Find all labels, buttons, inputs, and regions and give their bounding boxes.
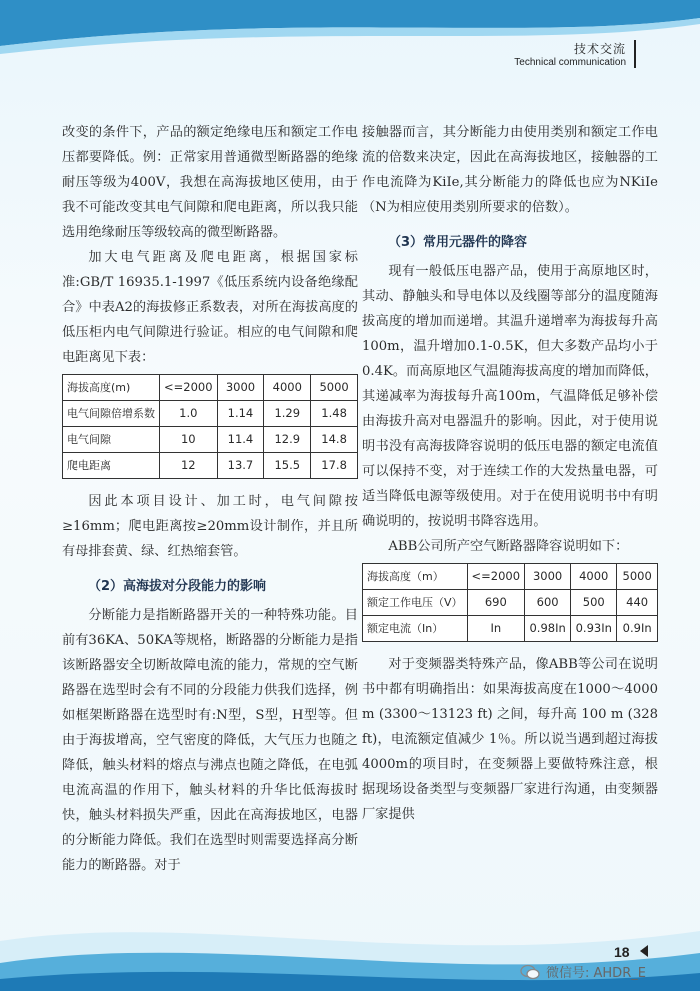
table-cell: 10 bbox=[160, 427, 218, 453]
table-row bbox=[363, 590, 658, 616]
table-cell: <=2000 bbox=[467, 564, 525, 590]
table-cell: 海拔高度(m) bbox=[63, 375, 160, 401]
table-cell: 1.0 bbox=[160, 401, 218, 427]
table-header-row bbox=[363, 564, 658, 590]
table-cell: 海拔高度（m） bbox=[363, 564, 468, 590]
table-cell: 600 bbox=[525, 590, 571, 616]
table-cell: 690 bbox=[467, 590, 525, 616]
page-arrow-icon bbox=[640, 945, 648, 957]
table-cell: 1.14 bbox=[217, 401, 264, 427]
page-number: 18 bbox=[614, 944, 630, 960]
right-column bbox=[362, 120, 658, 827]
paragraph: 因此本项目设计、加工时，电气间隙按≥16mm；爬电距离按≥20mm设计制作，并且所有母排套黄、绿、红热缩套管。 bbox=[62, 494, 358, 559]
table-row bbox=[63, 427, 358, 453]
table-cell: 电气间隙 bbox=[63, 427, 160, 453]
table-cell: In bbox=[467, 616, 525, 642]
section-heading: （2）高海拔对分段能力的影响 bbox=[88, 579, 267, 594]
table-cell: 0.98In bbox=[525, 616, 571, 642]
left-column bbox=[62, 120, 358, 878]
section-header bbox=[514, 40, 636, 68]
table-cell: 0.9In bbox=[617, 616, 658, 642]
table-cell: 4000 bbox=[571, 564, 617, 590]
table-cell: 5000 bbox=[617, 564, 658, 590]
paragraph: 分断能力是指断路器开关的一种特殊功能。目前有36KA、50KA等规格，断路器的分断能力是指该断路器安全切断故障电流的能力，常规的空气断路器在选型时会有不同的分段能力供我们选择，例如框架断路器在选型时有:N型，S型，H型等。但由于海拔增高，空气密度的降低，大气压力也随之降低，触头材料的熔点与沸点也随之降低，在电弧电流高温的作用下，触头材料的升华比低海拔时快，触头材料损失严重，因此在高海拔地区，电器的分断能力降低。我们在选型时则需要选择高分断能力的断路器。对于 bbox=[62, 608, 358, 873]
table-row bbox=[63, 401, 358, 427]
table-cell: 14.8 bbox=[311, 427, 358, 453]
table-row bbox=[363, 616, 658, 642]
table-cell: 额定电流（In） bbox=[363, 616, 468, 642]
table-cell: 11.4 bbox=[217, 427, 264, 453]
table-cell: 12.9 bbox=[264, 427, 311, 453]
wechat-id: 微信号: AHDR_E bbox=[546, 966, 646, 981]
table-cell: 17.8 bbox=[311, 453, 358, 479]
table-cell: 爬电距离 bbox=[63, 453, 160, 479]
table-cell: 电气间隙倍增系数 bbox=[63, 401, 160, 427]
wechat-icon bbox=[520, 964, 540, 980]
derating-table bbox=[362, 563, 658, 642]
wechat-watermark bbox=[520, 962, 646, 981]
header-title: 技术交流 bbox=[573, 42, 626, 56]
header-subtitle: Technical communication bbox=[514, 57, 626, 68]
table-cell: <=2000 bbox=[160, 375, 218, 401]
table-cell: 3000 bbox=[525, 564, 571, 590]
table-cell: 12 bbox=[160, 453, 218, 479]
table-cell: 15.5 bbox=[264, 453, 311, 479]
paragraph: 现有一般低压电器产品，使用于高原地区时，其动、静触头和导电体以及线圈等部分的温度随海拔高度的增加而递增。其温升递增率为海拔每升高100m，温升增加0.1-0.5K，但大多数产品均小于0.4K。而高原地区气温随海拔高度的增加而降低，其递减率为海拔每升高100m，气温降低足够补偿由海拔升高对电器温升的影响。因此，对于使用说明书没有高海拔降容说明的低压电器的额定电流值可以保持不变，对于连续工作的大发热量电器，可适当降低电源等级使用。对于在使用说明书中有明确说明的，按说明书降容选用。 bbox=[362, 264, 658, 529]
table-cell: 4000 bbox=[264, 375, 311, 401]
table-cell: 1.29 bbox=[264, 401, 311, 427]
table-cell: 0.93In bbox=[571, 616, 617, 642]
table-cell: 3000 bbox=[217, 375, 264, 401]
table-row bbox=[63, 453, 358, 479]
table-cell: 440 bbox=[617, 590, 658, 616]
paragraph: 对于变频器类特殊产品，像ABB等公司在说明书中都有明确指出：如果海拔高度在1000～4000 m (3300～13123 ft) 之间，每升高 100 m (328 ft)，电流额定值减少 1％。所以说当遇到超过海拔4000m的项目时，在变频器上要做特殊注意，根据现场设备类型与变频器厂家进行沟通，由变频器厂家提供 bbox=[362, 657, 658, 822]
table-cell: 1.48 bbox=[311, 401, 358, 427]
clearance-table bbox=[62, 374, 358, 479]
table-header-row bbox=[63, 375, 358, 401]
table-cell: 13.7 bbox=[217, 453, 264, 479]
table-cell: 额定工作电压（V） bbox=[363, 590, 468, 616]
table-cell: 5000 bbox=[311, 375, 358, 401]
paragraph: 加大电气距离及爬电距离，根据国家标准:GB/T 16935.1-1997《低压系统内设备绝缘配合》中表A2的海拔修正系数表，对所在海拔高度的低压柜内电气间隙进行验证。相应的电气间隙和爬电距离见下表： bbox=[62, 250, 358, 365]
section-heading: （3）常用元器件的降容 bbox=[388, 235, 528, 250]
paragraph: ABB公司所产空气断路器降容说明如下： bbox=[388, 539, 629, 554]
paragraph: 接触器而言，其分断能力由使用类别和额定工作电流的倍数来决定，因此在高海拔地区，接触器的工作电流降为KiIe,其分断能力的降低也应为NKiIe（N为相应使用类别所要求的倍数）。 bbox=[362, 125, 658, 215]
table-cell: 500 bbox=[571, 590, 617, 616]
paragraph: 改变的条件下，产品的额定绝缘电压和额定工作电压都要降低。例：正常家用普通微型断路器的绝缘耐压等级为400V，我想在高海拔地区使用，由于我不可能改变其电气间隙和爬电距离，所以我只能选用绝缘耐压等级较高的微型断路器。 bbox=[62, 125, 358, 240]
